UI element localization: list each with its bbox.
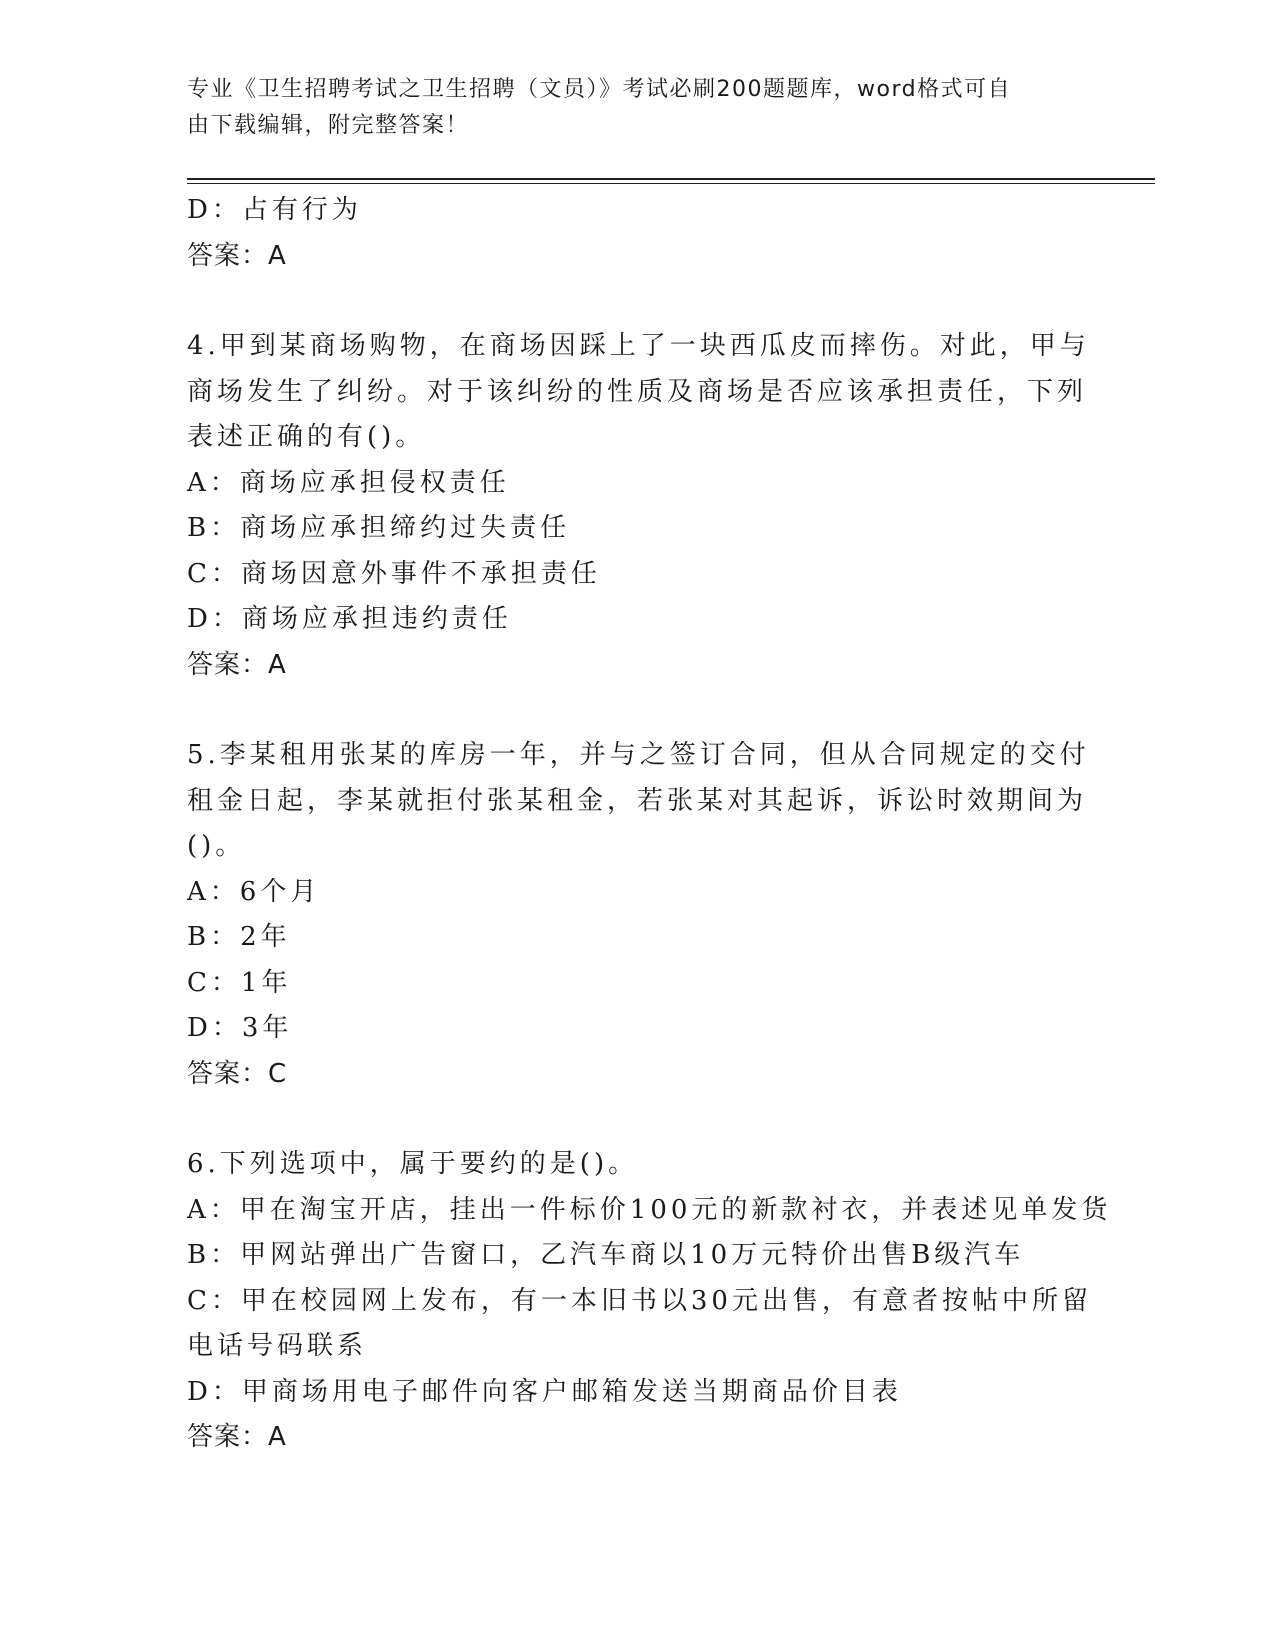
question-6 xyxy=(187,1142,1112,1461)
answer-line: 答案：A xyxy=(187,649,287,680)
question-stem-line: 5.李某租用张某的库房一年，并与之签订合同，但从合同规定的交付 xyxy=(187,740,1090,770)
option-b: B：甲网站弹出广告窗口，乙汽车商以10万元特价出售B级汽车 xyxy=(187,1240,1025,1270)
spacer xyxy=(187,279,1087,324)
answer-line: 答案：A xyxy=(187,1422,287,1452)
option-b: B：2年 xyxy=(187,922,291,952)
option-c: C：商场因意外事件不承担责任 xyxy=(187,558,601,589)
option-d: D：占有行为 xyxy=(187,195,362,225)
answer-line: 答案：C xyxy=(187,1058,288,1089)
spacer xyxy=(187,688,1087,733)
previous-question-tail xyxy=(187,188,1087,279)
question-stem-line: 商场发生了纠纷。对于该纠纷的性质及商场是否应该承担责任，下列 xyxy=(187,376,1088,407)
option-a: A：商场应承担侵权责任 xyxy=(187,467,510,498)
option-a: A：甲在淘宝开店，挂出一件标价100元的新款衬衣，并表述见单发货 xyxy=(187,1194,1112,1225)
answer-line: 答案：A xyxy=(187,240,287,271)
question-stem-line: 表述正确的有()。 xyxy=(187,422,426,452)
question-stem-line: ()。 xyxy=(187,831,246,861)
header-divider-thin xyxy=(187,183,1155,184)
spacer xyxy=(187,1097,1087,1142)
option-d: D：甲商场用电子邮件向客户邮箱发送当期商品价目表 xyxy=(187,1376,902,1407)
question-content xyxy=(187,188,1112,1461)
question-stem-line: 4.甲到某商场购物，在商场因踩上了一块西瓜皮而摔伤。对此，甲与 xyxy=(187,331,1090,361)
page-header xyxy=(187,72,1067,144)
header-line-1: 专业《卫生招聘考试之卫生招聘（文员）》考试必刷200题题库，word格式可自 xyxy=(187,77,1012,102)
option-a: A：6个月 xyxy=(187,876,321,907)
option-c: C：1年 xyxy=(187,967,292,998)
question-stem-line: 租金日起，李某就拒付张某租金，若张某对其起诉，诉讼时效期间为 xyxy=(187,785,1088,816)
option-b: B：商场应承担缔约过失责任 xyxy=(187,513,571,543)
option-c: C：甲在校园网上发布，有一本旧书以30元出售，有意者按帖中所留 xyxy=(187,1285,1092,1316)
option-c-continuation: 电话号码联系 xyxy=(187,1331,368,1361)
option-d: D：商场应承担违约责任 xyxy=(187,604,512,634)
header-line-2: 由下载编辑，附完整答案！ xyxy=(187,113,470,138)
header-divider-thick xyxy=(187,178,1155,180)
option-d: D：3年 xyxy=(187,1013,293,1043)
question-4 xyxy=(187,324,1090,688)
question-stem-line: 6.下列选项中，属于要约的是()。 xyxy=(187,1149,639,1179)
question-5 xyxy=(187,733,1090,1097)
